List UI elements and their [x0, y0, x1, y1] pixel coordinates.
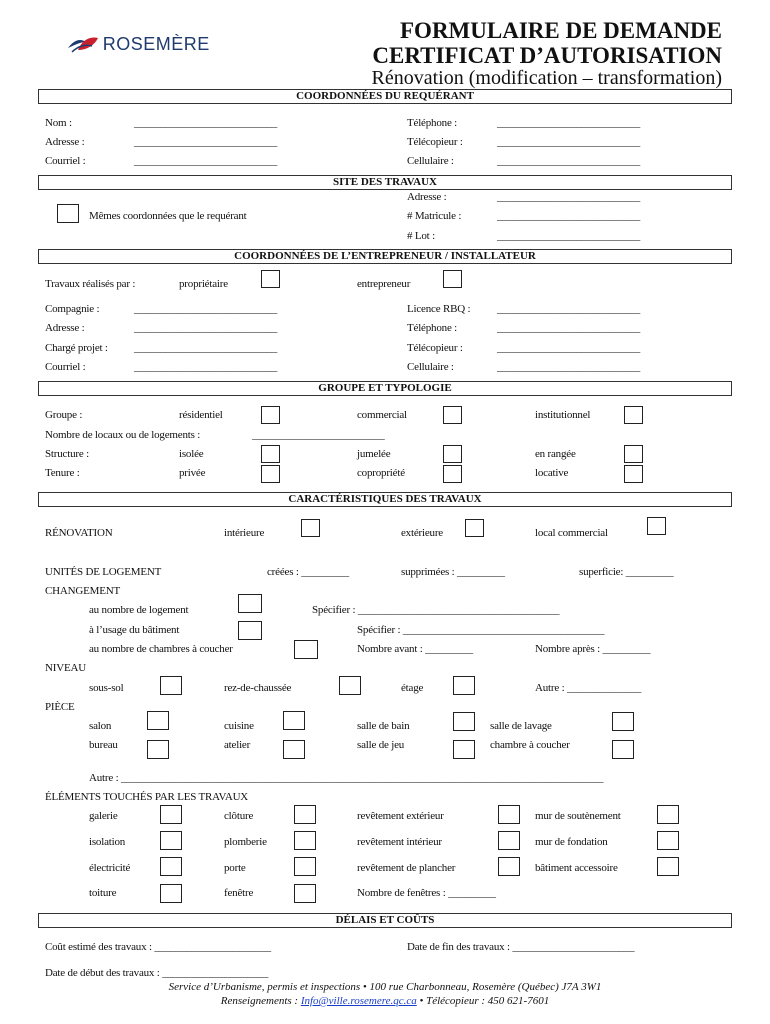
field-nom[interactable]: ___________________________ — [134, 117, 278, 129]
field-ent-adresse[interactable]: ___________________________ — [134, 322, 278, 334]
label-chambre: chambre à coucher — [490, 739, 570, 751]
section-delais-title: DÉLAIS ET COÛTS — [38, 913, 732, 928]
checkbox-en-rangee[interactable] — [624, 445, 643, 463]
label-nb-locaux: Nombre de locaux ou de logements : — [45, 429, 201, 441]
field-superficie[interactable]: superficie: _________ — [579, 566, 674, 578]
field-cout-estime[interactable]: Coût estimé des travaux : ______________________ — [45, 941, 271, 953]
checkbox-nb-logement[interactable] — [238, 594, 262, 613]
logo-text: ROSEMÈRE — [102, 34, 210, 54]
checkbox-salle-lavage[interactable] — [612, 712, 634, 731]
checkbox-batiment-accessoire[interactable] — [657, 857, 679, 876]
label-atelier: atelier — [224, 739, 251, 751]
label-mur-soutenement: mur de soutènement — [535, 810, 621, 822]
field-nb-avant[interactable]: Nombre avant : _________ — [357, 643, 473, 655]
section-entrepreneur-title: COORDONNÉES DE L’ENTREPRENEUR / INSTALLATEUR — [38, 249, 732, 264]
label-batiment-accessoire: bâtiment accessoire — [535, 862, 618, 874]
field-licence-rbq[interactable]: ___________________________ — [497, 303, 641, 315]
label-cloture: clôture — [224, 810, 254, 822]
field-nb-fenetres[interactable]: Nombre de fenêtres : _________ — [357, 887, 496, 899]
checkbox-jumelee[interactable] — [443, 445, 462, 463]
label-adresse: Adresse : — [45, 136, 85, 148]
label-groupe: Groupe : — [45, 409, 83, 421]
checkbox-rev-int[interactable] — [498, 831, 520, 850]
label-mur-fondation: mur de fondation — [535, 836, 608, 848]
footer-info-label: Renseignements : — [220, 995, 299, 1007]
label-isolation: isolation — [89, 836, 126, 848]
label-entrepreneur: entrepreneur — [357, 278, 411, 290]
form-title-line1: FORMULAIRE DE DEMANDE — [400, 18, 722, 43]
checkbox-toiture[interactable] — [160, 884, 182, 903]
label-telecopieur: Télécopieur : — [407, 136, 463, 148]
label-electricite: électricité — [89, 862, 131, 874]
checkbox-atelier[interactable] — [283, 740, 305, 759]
field-ent-telecopieur[interactable]: ___________________________ — [497, 342, 641, 354]
field-compagnie[interactable]: ___________________________ — [134, 303, 278, 315]
label-structure: Structure : — [45, 448, 89, 460]
field-creees[interactable]: créées : _________ — [267, 566, 349, 578]
label-changement: CHANGEMENT — [45, 585, 120, 597]
checkbox-privee[interactable] — [261, 465, 280, 483]
label-piece: PIÈCE — [45, 701, 75, 713]
label-exterieure: extérieure — [401, 527, 443, 539]
section-groupe-title: GROUPE ET TYPOLOGIE — [38, 381, 732, 396]
checkbox-mur-soutenement[interactable] — [657, 805, 679, 824]
label-jumelee: jumelée — [357, 448, 391, 460]
footer-fax: • Télécopieur : 450 621-7601 — [419, 995, 550, 1007]
label-rev-ext: revêtement extérieur — [357, 810, 444, 822]
label-matricule: # Matricule : — [407, 210, 462, 222]
label-privee: privée — [179, 467, 206, 479]
section-requerant-title: COORDONNÉES DU REQUÉRANT — [38, 89, 732, 104]
section-caracteristiques-title: CARACTÉRISTIQUES DES TRAVAUX — [38, 492, 732, 507]
field-ent-telephone[interactable]: ___________________________ — [497, 322, 641, 334]
label-site-adresse: Adresse : — [407, 191, 447, 203]
label-proprietaire: propriétaire — [179, 278, 228, 290]
checkbox-galerie[interactable] — [160, 805, 182, 824]
label-licence-rbq: Licence RBQ : — [407, 303, 471, 315]
checkbox-commercial[interactable] — [443, 406, 462, 424]
checkbox-rez-de-chaussee[interactable] — [339, 676, 361, 695]
checkbox-copropriete[interactable] — [443, 465, 462, 483]
form-subtitle: Rénovation (modification – transformation) — [371, 67, 722, 89]
logo — [66, 34, 210, 54]
checkbox-rev-plancher[interactable] — [498, 857, 520, 876]
label-salle-bain: salle de bain — [357, 720, 410, 732]
checkbox-local-commercial[interactable] — [647, 517, 666, 535]
checkbox-residentiel[interactable] — [261, 406, 280, 424]
label-unites-logement: UNITÉS DE LOGEMENT — [45, 566, 162, 578]
checkbox-interieure[interactable] — [301, 519, 320, 537]
label-sous-sol: sous-sol — [89, 682, 124, 694]
checkbox-fenetre[interactable] — [294, 884, 316, 903]
label-niveau: NIVEAU — [45, 662, 86, 674]
field-ent-cellulaire[interactable]: ___________________________ — [497, 361, 641, 373]
form-title-line2: CERTIFICAT D’AUTORISATION — [372, 43, 722, 68]
footer-address: Service d’Urbanisme, permis et inspections • 100 rue Charbonneau, Rosemère (Québec) J7A 3W1 — [168, 981, 602, 993]
checkbox-salle-bain[interactable] — [453, 712, 475, 731]
label-salle-lavage: salle de lavage — [490, 720, 552, 732]
field-matricule[interactable]: ___________________________ — [497, 210, 641, 222]
checkbox-nb-chambres[interactable] — [294, 640, 318, 659]
field-specifier-1[interactable]: Spécifier : ______________________________________ — [312, 604, 560, 616]
label-rez-de-chaussee: rez-de-chaussée — [224, 682, 292, 694]
field-supprimees[interactable]: supprimées : _________ — [401, 566, 505, 578]
field-autre-niveau[interactable]: Autre : ______________ — [535, 682, 642, 694]
checkbox-bureau[interactable] — [147, 740, 169, 759]
field-autre-piece[interactable]: Autre : ___________________________________________________________________________________________ — [89, 772, 604, 784]
label-locative: locative — [535, 467, 569, 479]
label-travaux-par: Travaux réalisés par : — [45, 278, 136, 290]
checkbox-exterieure[interactable] — [465, 519, 484, 537]
field-specifier-2[interactable]: Spécifier : ______________________________________ — [357, 624, 605, 636]
label-charge-projet: Chargé projet : — [45, 342, 108, 354]
field-cellulaire[interactable]: ___________________________ — [497, 155, 641, 167]
checkbox-isolee[interactable] — [261, 445, 280, 463]
label-interieure: intérieure — [224, 527, 265, 539]
label-renovation: RÉNOVATION — [45, 527, 113, 539]
label-fenetre: fenêtre — [224, 887, 254, 899]
label-isolee: isolée — [179, 448, 204, 460]
label-telephone: Téléphone : — [407, 117, 458, 129]
field-date-fin[interactable]: Date de fin des travaux : _______________________ — [407, 941, 635, 953]
field-telephone[interactable]: ___________________________ — [497, 117, 641, 129]
label-nb-logement: au nombre de logement — [89, 604, 189, 616]
label-usage-batiment: à l’usage du bâtiment — [89, 624, 180, 636]
label-ent-cellulaire: Cellulaire : — [407, 361, 454, 373]
label-lot: # Lot : — [407, 230, 435, 242]
checkbox-chambre[interactable] — [612, 740, 634, 759]
label-rev-int: revêtement intérieur — [357, 836, 442, 848]
field-adresse[interactable]: ___________________________ — [134, 136, 278, 148]
field-ent-courriel[interactable]: ___________________________ — [134, 361, 278, 373]
field-nb-apres[interactable]: Nombre après : _________ — [535, 643, 651, 655]
label-salle-jeu: salle de jeu — [357, 739, 405, 751]
checkbox-usage-batiment[interactable] — [238, 621, 262, 640]
label-institutionnel: institutionnel — [535, 409, 591, 421]
label-cuisine: cuisine — [224, 720, 254, 732]
field-site-adresse[interactable]: ___________________________ — [497, 191, 641, 203]
label-ent-telecopieur: Télécopieur : — [407, 342, 463, 354]
label-plomberie: plomberie — [224, 836, 267, 848]
checkbox-etage[interactable] — [453, 676, 475, 695]
label-tenure: Tenure : — [45, 467, 80, 479]
checkbox-rev-ext[interactable] — [498, 805, 520, 824]
field-lot[interactable]: ___________________________ — [497, 230, 641, 242]
checkbox-cuisine[interactable] — [283, 711, 305, 730]
checkbox-plomberie[interactable] — [294, 831, 316, 850]
checkbox-sous-sol[interactable] — [160, 676, 182, 695]
label-compagnie: Compagnie : — [45, 303, 100, 315]
checkbox-mur-fondation[interactable] — [657, 831, 679, 850]
label-toiture: toiture — [89, 887, 117, 899]
checkbox-institutionnel[interactable] — [624, 406, 643, 424]
label-rev-plancher: revêtement de plancher — [357, 862, 456, 874]
footer-email-link[interactable]: Info@ville.rosemere.qc.ca — [300, 995, 417, 1007]
label-porte: porte — [224, 862, 246, 874]
checkbox-locative[interactable] — [624, 465, 643, 483]
label-residentiel: résidentiel — [179, 409, 223, 421]
label-memes-coordonnees: Mêmes coordonnées que le requérant — [89, 210, 247, 222]
label-ent-adresse: Adresse : — [45, 322, 85, 334]
label-courriel: Courriel : — [45, 155, 86, 167]
field-telecopieur[interactable]: ___________________________ — [497, 136, 641, 148]
checkbox-cloture[interactable] — [294, 805, 316, 824]
checkbox-proprietaire[interactable] — [261, 270, 280, 288]
field-courriel[interactable]: ___________________________ — [134, 155, 278, 167]
checkbox-isolation[interactable] — [160, 831, 182, 850]
label-local-commercial: local commercial — [535, 527, 608, 539]
label-galerie: galerie — [89, 810, 118, 822]
rosemere-leaf-icon — [66, 34, 100, 54]
field-date-debut[interactable]: Date de début des travaux : ____________________ — [45, 967, 269, 979]
label-etage: étage — [401, 682, 424, 694]
label-commercial: commercial — [357, 409, 407, 421]
label-copropriete: copropriété — [357, 467, 405, 479]
checkbox-salle-jeu[interactable] — [453, 740, 475, 759]
label-bureau: bureau — [89, 739, 118, 751]
checkbox-porte[interactable] — [294, 857, 316, 876]
label-nb-chambres: au nombre de chambres à coucher — [89, 643, 233, 655]
field-nb-locaux[interactable]: _________________________ — [252, 429, 385, 441]
field-charge-projet[interactable]: ___________________________ — [134, 342, 278, 354]
label-salon: salon — [89, 720, 112, 732]
label-ent-telephone: Téléphone : — [407, 322, 458, 334]
label-ent-courriel: Courriel : — [45, 361, 86, 373]
section-site-title: SITE DES TRAVAUX — [38, 175, 732, 190]
footer-contact — [0, 996, 770, 1007]
checkbox-entrepreneur[interactable] — [443, 270, 462, 288]
checkbox-electricite[interactable] — [160, 857, 182, 876]
checkbox-memes-coordonnees[interactable] — [57, 204, 79, 223]
checkbox-salon[interactable] — [147, 711, 169, 730]
label-en-rangee: en rangée — [535, 448, 576, 460]
label-nom: Nom : — [45, 117, 72, 129]
label-cellulaire: Cellulaire : — [407, 155, 454, 167]
label-elements-touches: ÉLÉMENTS TOUCHÉS PAR LES TRAVAUX — [45, 791, 249, 803]
